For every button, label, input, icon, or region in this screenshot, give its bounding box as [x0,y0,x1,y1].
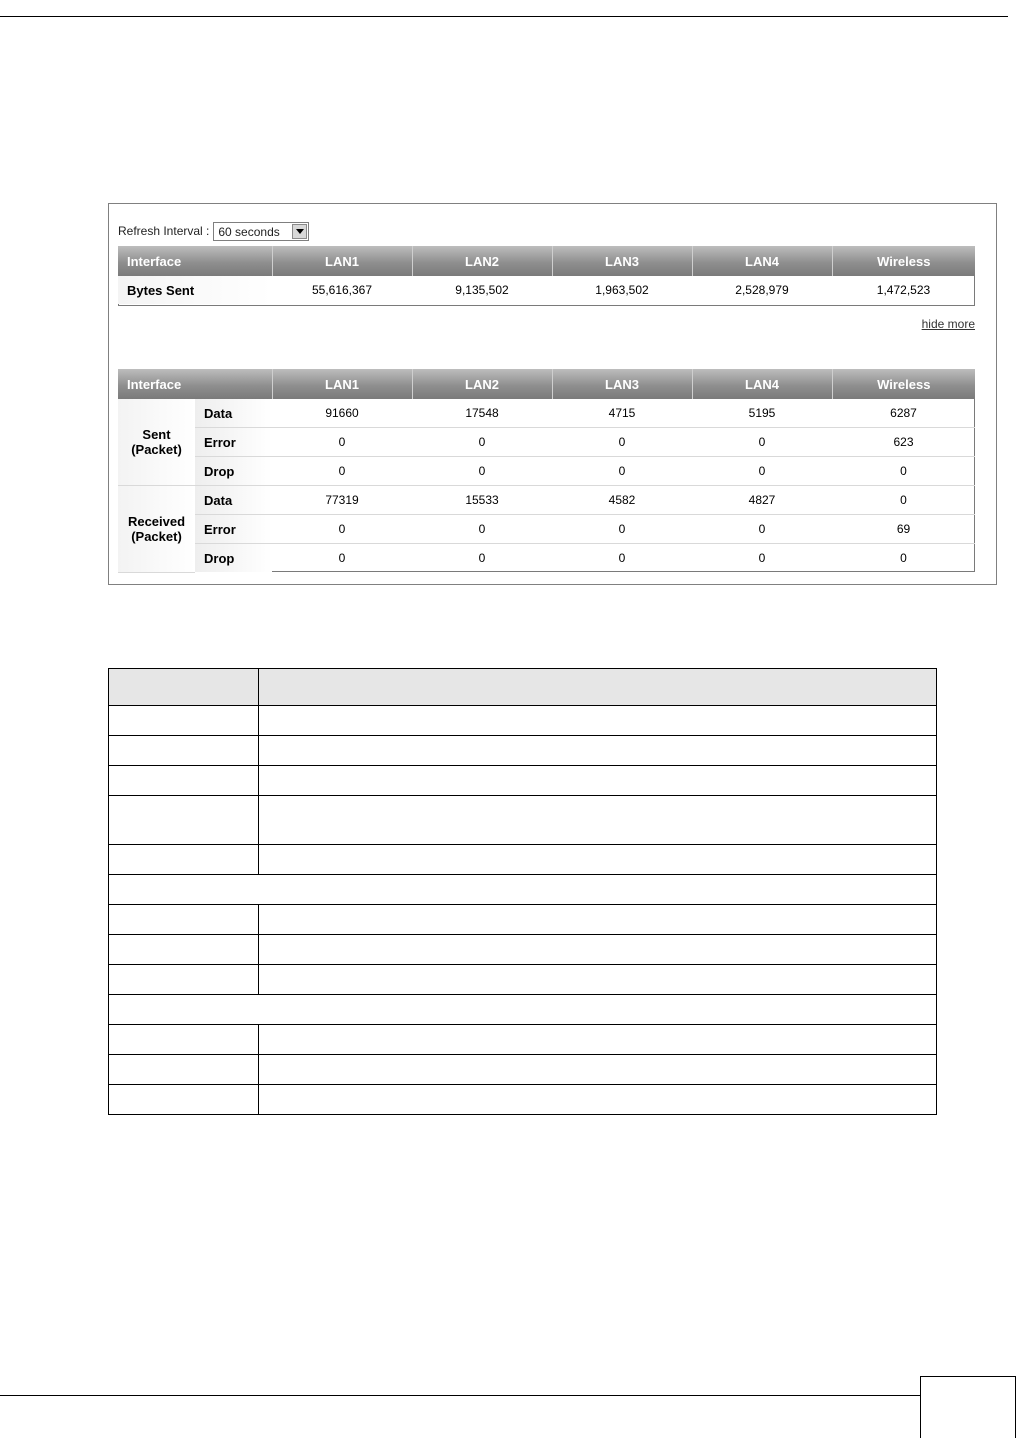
row-label-drop: Drop [195,544,272,573]
table-header-row [118,246,975,276]
table-row [109,736,937,766]
table-row [118,276,975,304]
table-row [109,1055,937,1085]
col-interface: Interface [118,246,272,276]
col-lan2: LAN2 [412,246,552,276]
sent-unit-label: (Packet) [131,442,182,457]
table-cell: 6287 [832,399,975,428]
sent-label: Sent [142,427,171,442]
description-table [108,668,937,1115]
chevron-down-icon[interactable] [292,224,307,239]
col-lan3: LAN3 [552,369,692,399]
col-wireless: Wireless [832,246,975,276]
table-cell: 0 [758,551,766,565]
table-cell: 0 [272,457,412,486]
table-cell: 91660 [272,399,412,428]
table-cell: 69 [832,515,975,544]
description-header-row [109,669,937,706]
col-lan1: LAN1 [272,246,412,276]
page-number-box [920,1376,1016,1438]
table-cell: 5195 [692,399,832,428]
row-label-drop: Drop [195,457,272,486]
received-unit-label: (Packet) [131,528,182,544]
table-row [109,935,937,965]
table-row [118,544,975,573]
table-cell: 0 [692,515,832,544]
table-cell: 2,528,979 [735,283,789,297]
table-cell: 623 [832,428,975,457]
section-row [109,875,937,905]
hide-more-link[interactable]: hide more [921,317,975,331]
table-cell: 0 [412,515,552,544]
table-cell: 0 [692,428,832,457]
table-cell: 1,472,523 [876,283,931,297]
table-row [118,399,975,428]
table-cell: 9,135,502 [455,283,509,297]
received-packet-label [118,486,195,573]
col-lan1: LAN1 [272,369,412,399]
table-row [109,965,937,995]
section-row [109,995,937,1025]
received-label: Received [127,513,186,529]
table-cell: 0 [552,457,692,486]
table-row [109,796,937,845]
footer-rule [0,1395,920,1396]
table-cell: 0 [832,486,975,515]
table-cell: 17548 [412,399,552,428]
refresh-interval-select[interactable] [213,222,309,241]
refresh-interval-label: Refresh Interval : [118,224,210,238]
table-row [118,515,975,544]
row-label-data: Data [195,399,272,428]
table-cell: 4827 [692,486,832,515]
table-cell: 0 [832,457,975,486]
table-row [109,845,937,875]
row-label-error: Error [195,515,272,544]
table-cell: 0 [552,428,692,457]
table-cell: 0 [900,551,907,565]
table-cell: 77319 [272,486,412,515]
table-row [118,486,975,515]
packet-statistics-table [118,369,975,573]
table-row [109,706,937,736]
refresh-interval-value: 60 seconds [218,224,280,239]
sent-packet-label [118,399,195,486]
description-header-cell [259,669,937,706]
row-label-data: Data [195,486,272,515]
table-cell: 4715 [552,399,692,428]
col-lan2: LAN2 [412,369,552,399]
table-cell: 0 [478,551,486,565]
refresh-interval-row [118,220,309,242]
row-label-error: Error [195,428,272,457]
table-cell: 4582 [552,486,692,515]
table-row [109,1025,937,1055]
col-interface: Interface [118,369,272,399]
table-cell: 1,963,502 [595,283,649,297]
table-cell: 0 [552,515,692,544]
table-cell: 15533 [412,486,552,515]
table-cell: 0 [412,428,552,457]
table-row [109,1085,937,1115]
table-row [118,428,975,457]
table-row [109,766,937,796]
table-cell: 0 [338,551,346,565]
table-cell: 0 [272,515,412,544]
table-header-row [118,369,975,399]
col-lan4: LAN4 [692,246,832,276]
col-wireless: Wireless [832,369,975,399]
col-lan3: LAN3 [552,246,692,276]
bytes-sent-label: Bytes Sent [118,276,272,304]
table-row [109,905,937,935]
table-cell: 0 [412,457,552,486]
statistics-screenshot [108,203,997,585]
col-lan4: LAN4 [692,369,832,399]
bytes-sent-table [118,246,975,304]
table-cell: 0 [272,428,412,457]
table-cell: 55,616,367 [311,283,373,297]
description-header-cell [109,669,259,706]
table-cell: 0 [618,551,626,565]
header-rule [0,16,1008,17]
table-cell: 0 [692,457,832,486]
table-row [118,457,975,486]
